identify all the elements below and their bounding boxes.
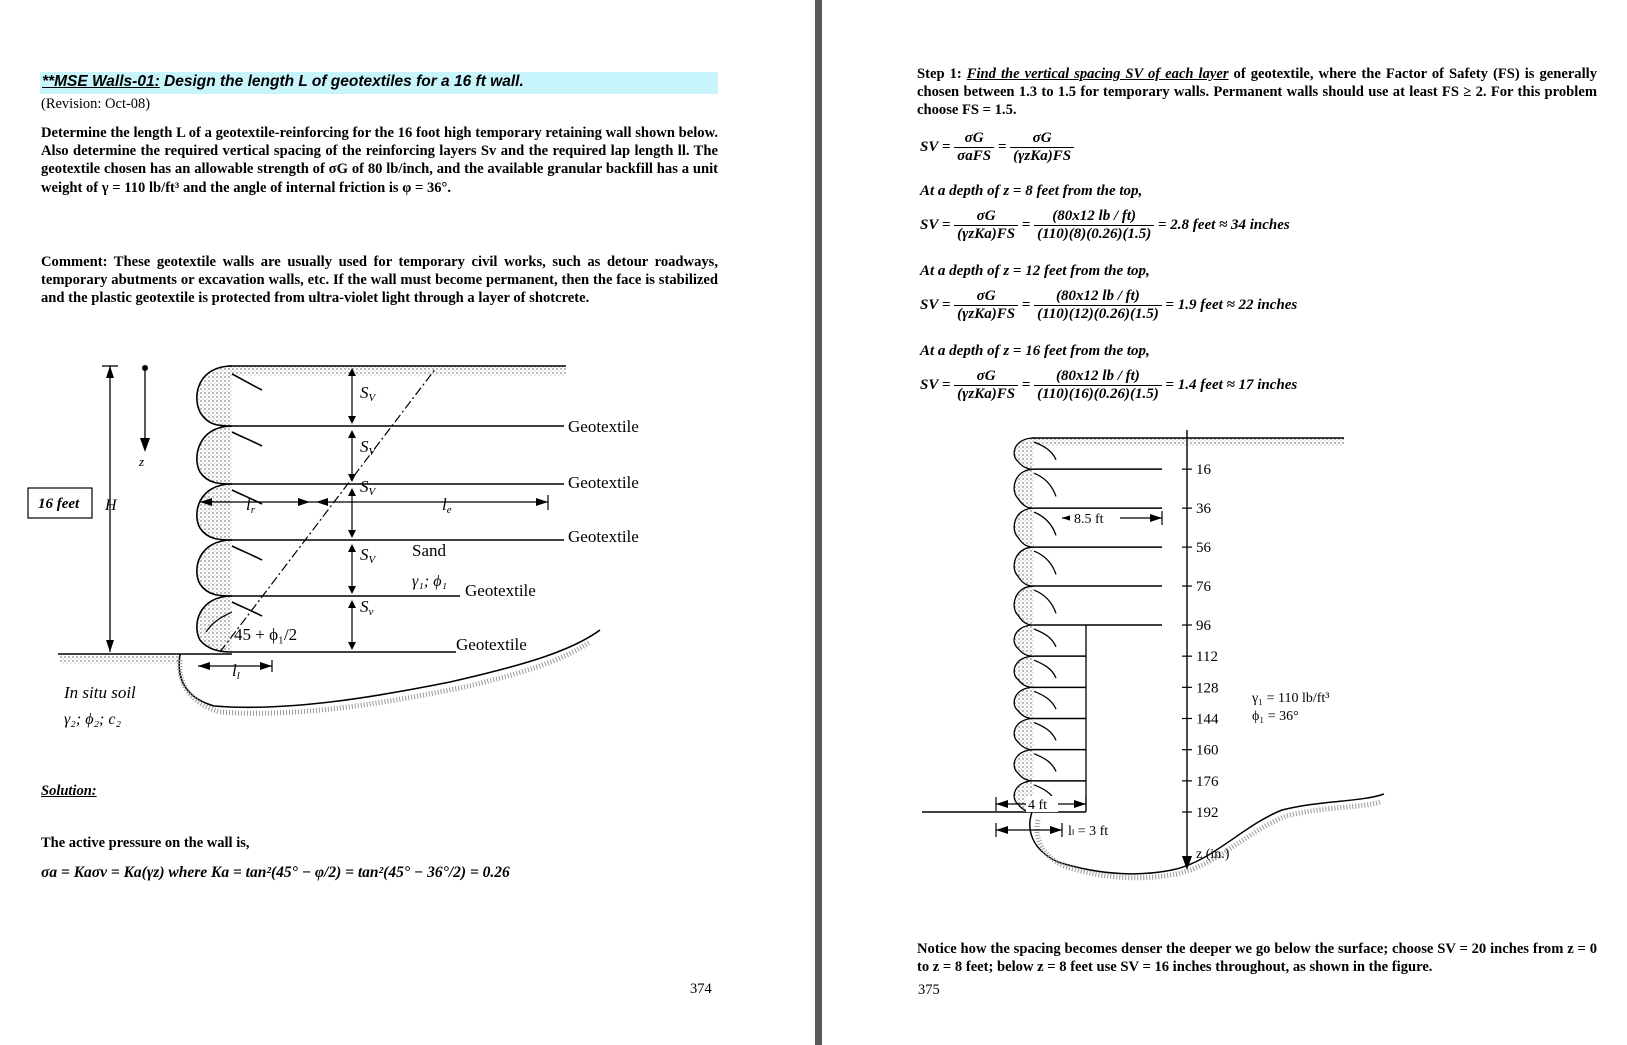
layout-figure: [922, 430, 1482, 900]
backfill-surface: [228, 366, 566, 376]
depth-12-text: At a depth of z = 12 feet from the top,: [920, 263, 1150, 279]
face-wrap: [1014, 719, 1034, 750]
depth-tick-label: 160: [1196, 742, 1219, 759]
insitu-props: γ₂; ϕ₂; c₂: [64, 711, 122, 728]
geotextile-labels: [456, 417, 639, 654]
angle-label: 45 + ϕ₁/2: [234, 625, 298, 644]
depth-tick-label: 192: [1196, 805, 1219, 821]
four-ft-label: 4 ft: [1028, 798, 1048, 813]
title-rest: Design the length L of geotextiles for a 16 ft wall.: [159, 73, 524, 90]
solution-heading: Solution:: [41, 783, 97, 799]
wrap-fold: [1034, 723, 1056, 741]
z-label: z: [139, 454, 145, 469]
sand-label: Sand: [412, 541, 446, 560]
face-wrap: [1014, 656, 1034, 687]
page-number-right: 375: [918, 982, 940, 998]
svg-text:Geotextile: Geotextile: [568, 473, 639, 492]
depth-tick-label: 96: [1196, 618, 1211, 634]
ll-label: ll: [232, 661, 240, 682]
phi-label: ϕ₁ = 36°: [1252, 709, 1299, 724]
length-label: 8.5 ft: [1074, 512, 1104, 527]
wrap-fold: [1034, 691, 1056, 709]
svg-text:SV: SV: [360, 477, 376, 498]
le-label: le: [442, 495, 452, 516]
ll-right-label: lₗ = 3 ft: [1068, 824, 1109, 839]
problem-text: Determine the length L of a geotextile-reinforcing for the 16 foot high temporary retaining wall shown below. Also determine the required vertical spacing of the reinforcing layers Sv and the required lap length ll. The geotextile chosen has an allowable strength of σG of 80 lb/inch, and the available granular backfill has a unit weight of γ = 110 lb/ft³ and the angle of internal friction is φ = 36°.: [41, 125, 718, 196]
page-gutter: [815, 0, 822, 1045]
lr-label: lr: [246, 495, 256, 516]
active-pressure-text: The active pressure on the wall is,: [41, 835, 250, 851]
notice-text: Notice how the spacing becomes denser the deeper we go below the surface; choose SV = 20 inches from z = 0 to z = 8 feet; below z = 8 feet use SV = 16 inches throughout, as shown in the figure.: [917, 941, 1597, 976]
face-wrap: [1014, 625, 1034, 656]
wrap-fold: [1034, 660, 1056, 678]
svg-text:Geotextile: Geotextile: [456, 635, 527, 654]
wrap-fold: [1034, 473, 1056, 496]
depth-tick-label: 144: [1196, 711, 1219, 728]
depth-16-text: At a depth of z = 16 feet from the top,: [920, 343, 1150, 359]
comment-paragraph: [41, 253, 718, 308]
depth-8-text: At a depth of z = 8 feet from the top,: [920, 183, 1143, 199]
title-banner: [40, 72, 718, 94]
svg-text:Sv: Sv: [360, 597, 374, 618]
svg-text:Geotextile: Geotextile: [568, 417, 639, 436]
revision-note: (Revision: Oct-08): [41, 96, 151, 112]
svg-text:SV: SV: [360, 383, 376, 404]
svg-text:Geotextile: Geotextile: [568, 527, 639, 546]
svg-text:Geotextile: Geotextile: [465, 581, 536, 600]
geotextile-layers: [232, 426, 564, 652]
gamma-label: γ₁ = 110 lb/ft³: [1252, 691, 1330, 706]
spacing-eq-12ft: SV = $\frac{\sigma G}{\text{(γzKa)FS}}$ = $\frac{(80x12 lb / ft)}{(110)(12)(0.26)(1.5)}$ = 1.9 feet ≈ 22 inches: [920, 288, 1298, 322]
sv-labels: [360, 383, 377, 618]
svg-text:SV: SV: [360, 545, 376, 566]
title-main: **MSE Walls-01:: [42, 73, 160, 90]
height-box-label: 16 feet: [38, 496, 80, 512]
spacing-eq-8ft: SV = $\frac{\sigma G}{\text{(γzKa)FS}}$ = $\frac{(80x12 lb / ft)}{(110)(8)(0.26)(1.5)}$ = 2.8 feet ≈ 34 inches: [920, 208, 1290, 242]
notice-paragraph: [917, 940, 1597, 976]
depth-tick-label: 112: [1196, 649, 1218, 666]
insitu-label: In situ soil: [64, 683, 136, 702]
wall-section-figure: [0, 360, 660, 740]
page-number-left: 374: [690, 981, 712, 997]
wrap-fold: [1034, 629, 1056, 647]
wrap-fold: [1034, 590, 1056, 613]
step1-label: Step 1:: [917, 66, 967, 82]
wrap-fold: [1034, 512, 1056, 535]
face-wrap: [1014, 547, 1034, 586]
spacing-formula: SV = $\frac{\sigma G}{\text{σaFS}}$ = $\frac{\sigma G}{\text{(γzKa)FS}}$: [920, 130, 1074, 165]
face-wrap: [1014, 687, 1034, 718]
comment-text: Comment: These geotextile walls are usually used for temporary civil works, such as detour roadways, temporary abutments or excavation walls, etc. If the wall must become permanent, then the face is stabilized and the plastic geotextile is protected from ultra-violet light through a layer of shotcrete.: [41, 254, 718, 307]
sand-props: γ₁; ϕ₁: [412, 573, 448, 590]
svg-text:SV: SV: [360, 437, 376, 458]
wrap-fold: [1034, 551, 1056, 574]
depth-tick-label: 76: [1196, 579, 1211, 596]
spacing-eq-16ft: SV = $\frac{\sigma G}{\text{(γzKa)FS}}$ = $\frac{(80x12 lb / ft)}{(110)(16)(0.26)(1.5)}$ = 1.4 feet ≈ 17 inches: [920, 368, 1298, 402]
depth-tick-label: 16: [1196, 462, 1211, 479]
step1-underlined: Find the vertical spacing SV of each layer: [966, 66, 1229, 82]
page-375: [822, 0, 1627, 1045]
face-wrap: [1014, 508, 1034, 547]
h-label: H: [105, 497, 117, 514]
step1-text: of geotextile, where the Factor of Safety (FS) is generally chosen between 1.3 to 1.5 for temporary walls. Permanent walls should use at least FS ≥ 2. For this problem choose FS = 1.5.: [917, 66, 1598, 119]
depth-tick-label: 128: [1196, 680, 1219, 697]
active-pressure-equation: σa = Kaσv = Ka(γz) where Ka = tan²(45° − φ/2) = tan²(45° − 36°/2) = 0.26: [41, 864, 510, 881]
problem-statement: [41, 124, 718, 197]
face-wrap: [1014, 586, 1034, 625]
face-wrap: [1014, 438, 1034, 469]
step1-paragraph: [917, 65, 1597, 120]
depth-tick-label: 56: [1196, 540, 1211, 557]
face-wrap: [1014, 469, 1034, 508]
depth-tick-label: 176: [1196, 773, 1219, 790]
wrap-fold: [1034, 754, 1056, 772]
depth-tick-label: 36: [1196, 501, 1211, 518]
face-wrap: [1014, 750, 1034, 781]
z-in-label: z (in.): [1196, 847, 1230, 862]
